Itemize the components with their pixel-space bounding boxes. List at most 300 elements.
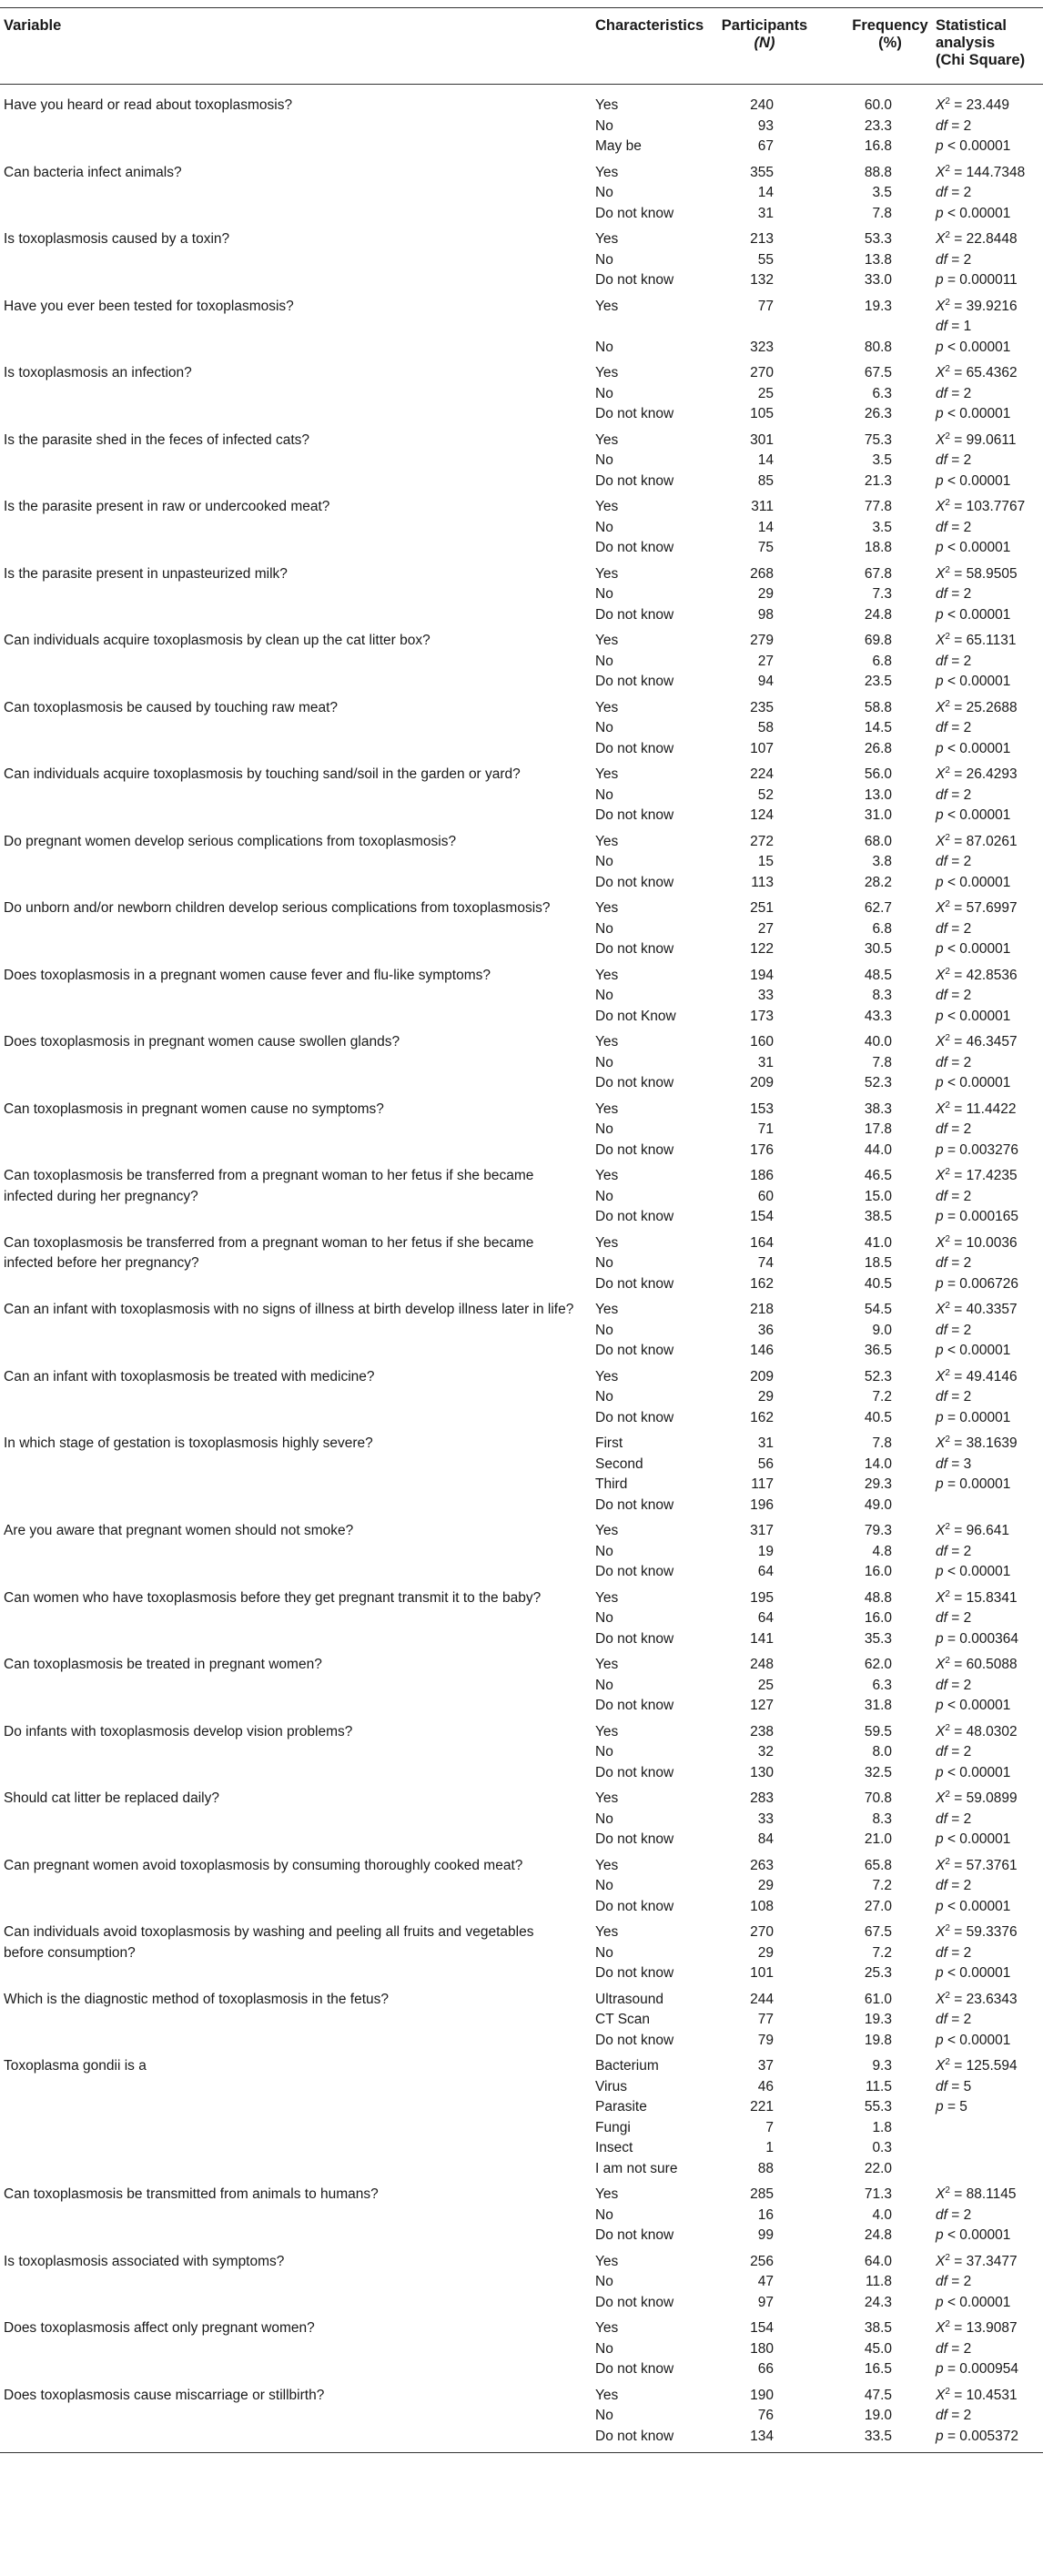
variable-question: Toxoplasma gondii is a [4,2058,147,2074]
participants-cell: 173 [750,1008,774,1024]
characteristic-cell: Fungi [595,2119,631,2135]
participants-cell: 124 [750,807,774,823]
characteristic-cell: Do not know [595,1898,674,1914]
frequency-cell: 70.8 [864,1790,892,1806]
table-row-group [0,497,1043,559]
characteristic-cell: Do not know [595,2361,674,2377]
participants-cell: 301 [750,431,774,448]
chi-square-cell: $X^2 = 22.8448$ df = 2 p = 0.000011 [936,230,1018,288]
df-value: 2 [963,653,972,669]
participants-cell: 66 [757,2361,774,2377]
table-row [0,2031,1043,2052]
df-value: 2 [963,519,972,535]
p-value: < 0.00001 [947,406,1011,421]
characteristic-cell: Do not know [595,1698,674,1713]
characteristic-cell: Yes [595,967,619,983]
chi-value: 87.0261 [966,833,1018,849]
characteristic-cell: I am not sure [595,2160,678,2176]
frequency-cell: 29.3 [864,1476,892,1492]
frequency-cell: 52.3 [864,1075,892,1090]
table-row-group [0,1521,1043,1583]
participants-cell: 46 [757,2078,774,2094]
table-row [0,786,1043,806]
participants-cell: 93 [757,117,774,134]
frequency-cell: 11.5 [865,2078,892,2094]
p-value: < 0.00001 [947,1831,1011,1847]
characteristic-cell: No [595,1054,613,1070]
characteristic-cell: Yes [595,1034,619,1050]
variable-question: Can individuals acquire toxoplasmosis by touching sand/soil in the garden or yard? [4,766,521,782]
chi-value: 99.0611 [966,431,1017,448]
df-value: 2 [963,2206,972,2223]
variable-question: Do pregnant women develop serious complications from toxoplasmosis? [4,833,457,849]
table-row [0,1367,1043,1388]
p-value: < 0.00001 [947,472,1011,489]
chi-square-cell: $X^2 = 49.4146$ df = 2 p = 0.00001 [936,1367,1018,1425]
variable-question: Can toxoplasmosis be treated in pregnant women? [4,1657,322,1672]
participants-cell: 77 [757,2012,774,2027]
participants-cell: 132 [750,272,774,288]
p-value: < 0.00001 [947,807,1011,823]
chi-value: 125.594 [966,2058,1018,2074]
variable-question: Does toxoplasmosis in pregnant women cause swollen glands? [4,1034,400,1050]
df-value: 2 [963,786,972,803]
frequency-cell: 6.8 [872,920,892,937]
participants-cell: 209 [750,1075,774,1090]
characteristic-cell: Do not know [595,472,674,489]
variable-question: Is toxoplasmosis an infection? [4,365,192,380]
df-value: 2 [963,185,972,200]
characteristic-cell: Do not know [595,1564,674,1579]
participants-cell: 60 [757,1188,774,1204]
p-value: < 0.00001 [947,606,1011,623]
variable-question: Can an infant with toxoplasmosis with no signs of illness at birth develop illness later in life? [4,1302,574,1317]
chi-value: 58.9505 [966,565,1018,582]
characteristic-cell: Do not know [595,540,674,555]
frequency-cell: 16.5 [864,2361,892,2377]
characteristic-cell: Yes [595,97,619,113]
chi-square-cell: $X^2 = 48.0302$ df = 2 p < 0.00001 [936,1722,1018,1780]
p-value: < 0.00001 [947,1343,1011,1358]
characteristic-cell: No [595,1944,613,1961]
frequency-cell: 24.8 [864,606,892,623]
characteristic-cell: Yes [595,298,619,314]
frequency-cell: 31.0 [864,807,892,823]
frequency-cell: 7.8 [872,205,892,221]
variable-question: Can an infant with toxoplasmosis be treated with medicine? [4,1368,375,1384]
frequency-cell: 40.0 [864,1034,892,1050]
participants-cell: 164 [750,1234,774,1251]
p-value: < 0.00001 [947,2294,1011,2310]
chi-square-cell: $X^2 = 39.9216$ df = 1 p < 0.00001 [936,297,1018,355]
characteristic-cell: Virus [595,2078,628,2094]
table-row [0,718,1043,739]
table-row [0,631,1043,652]
p-value: = 0.000364 [947,1630,1018,1647]
chi-square-cell: $X^2 = 65.4362$ df = 2 p < 0.00001 [936,364,1018,421]
participants-cell: 31 [757,1435,774,1451]
characteristic-cell: CT Scan [595,2012,651,2027]
participants-cell: 29 [757,586,774,602]
frequency-cell: 26.8 [864,740,892,756]
frequency-cell: 1.8 [872,2119,892,2135]
df-value: 2 [963,854,972,869]
table-row [0,1856,1043,1877]
chi-square-cell: $X^2 = 17.4235$ df = 2 p = 0.000165 [936,1167,1018,1224]
table-row [0,765,1043,786]
frequency-cell: 67.5 [864,1924,892,1940]
p-value: = 0.005372 [947,2428,1018,2444]
variable-question: Can toxoplasmosis be transferred from a pregnant woman to her fetus if she became infected during her pregnancy? [4,1168,534,1204]
participants-cell: 15 [757,854,774,869]
table-row-group [0,765,1043,827]
table-row [0,1321,1043,1342]
frequency-cell: 3.8 [872,854,892,869]
table-row-group [0,832,1043,894]
frequency-cell: 64.0 [864,2253,892,2269]
df-value: 2 [963,586,972,602]
variable-question: Can individuals acquire toxoplasmosis by clean up the cat litter box? [4,633,430,648]
frequency-cell: 4.8 [872,1543,892,1559]
frequency-cell: 61.0 [864,1991,892,2007]
variable-question: Do infants with toxoplasmosis develop vision problems? [4,1723,353,1739]
table-row [0,451,1043,472]
p-value: = 0.003276 [947,1141,1018,1158]
table-row [0,1496,1043,1516]
chi-square-cell: $X^2 = 23.449$ df = 2 p < 0.00001 [936,96,1011,154]
table-row [0,363,1043,384]
chi-square-cell: $X^2 = 10.0036$ df = 2 p = 0.006726 [936,1233,1018,1292]
chi-value: 23.6343 [966,1991,1018,2007]
frequency-cell: 68.0 [864,833,892,849]
variable-question: Can bacteria infect animals? [4,164,182,180]
participants-cell: 37 [757,2058,774,2074]
characteristic-cell: No [595,452,613,468]
table-row-group [0,431,1043,492]
table-row [0,1763,1043,1784]
table-row [0,1676,1043,1697]
df-value: 2 [963,1610,972,1626]
participants-cell: 176 [750,1141,774,1158]
table-row [0,1876,1043,1897]
variable-question: Do unborn and/or newborn children develop serious complications from toxoplasmosis? [4,900,551,916]
characteristic-cell: Yes [595,1302,619,1317]
participants-cell: 85 [757,472,774,489]
variable-question: Which is the diagnostic method of toxoplasmosis in the fetus? [4,1991,390,2007]
p-value: < 0.00001 [947,1698,1011,1713]
frequency-cell: 67.5 [864,365,892,380]
characteristic-cell: Yes [595,1924,619,1940]
chi-value: 65.4362 [966,365,1018,380]
table-row-group [0,96,1043,157]
chi-square-cell: $X^2 = 10.4531$ df = 2 p = 0.005372 [936,2386,1018,2444]
frequency-cell: 41.0 [864,1234,892,1251]
chi-value: 48.0302 [966,1723,1018,1739]
df-value: 2 [963,1389,972,1405]
frequency-cell: 16.0 [864,1610,892,1626]
chi-square-cell: $X^2 = 26.4293$ df = 2 p < 0.00001 [936,766,1018,823]
frequency-cell: 36.5 [864,1343,892,1358]
chi-square-cell: $X^2 = 58.9505$ df = 2 p < 0.00001 [936,564,1018,623]
table-row-group [0,1367,1043,1429]
table-row [0,739,1043,760]
df-value: 2 [963,1121,972,1137]
frequency-cell: 77.8 [864,499,892,514]
table-row [0,1233,1043,1254]
participants-cell: 14 [757,519,774,535]
variable-question: Have you ever been tested for toxoplasmosis? [4,298,294,314]
chi-square-cell: $X^2 = 59.3376$ df = 2 p < 0.00001 [936,1923,1018,1981]
participants-cell: 55 [757,251,774,268]
table-row-group [0,1990,1043,2052]
characteristic-cell: Yes [595,1790,619,1806]
characteristic-cell: Yes [595,565,619,582]
participants-cell: 283 [750,1790,774,1806]
df-value: 2 [963,1054,972,1070]
characteristic-cell: Do not know [595,205,674,221]
frequency-cell: 8.0 [872,1744,892,1760]
df-value: 2 [963,385,972,401]
characteristic-cell: Do not know [595,941,674,957]
frequency-cell: 38.5 [864,1209,892,1224]
table-row [0,584,1043,605]
frequency-cell: 40.5 [864,1275,892,1292]
table-row [0,2406,1043,2427]
participants-cell: 94 [757,674,774,689]
chi-value: 57.6997 [966,900,1018,916]
table-row-group [0,1434,1043,1516]
table-row [0,1830,1043,1851]
chi-square-cell: $X^2 = 99.0611$ df = 2 p < 0.00001 [936,431,1017,489]
participants-cell: 29 [757,1389,774,1405]
frequency-cell: 3.5 [872,519,892,535]
frequency-cell: 7.8 [872,1054,892,1070]
variable-question: In which stage of gestation is toxoplasmosis highly severe? [4,1435,373,1451]
chi-square-cell: $X^2 = 38.1639$ df = 3 p = 0.00001 [936,1435,1018,1492]
characteristic-cell: Yes [595,164,619,180]
chi-value: 39.9216 [966,298,1018,314]
chi-value: 103.7767 [966,499,1026,514]
df-value: 2 [963,1543,972,1559]
participants-cell: 263 [750,1857,774,1873]
participants-cell: 108 [750,1898,774,1914]
chi-square-cell: $X^2 = 46.3457$ df = 2 p < 0.00001 [936,1033,1018,1090]
characteristic-cell: No [595,1878,613,1893]
table-row-group [0,2056,1043,2179]
participants-cell: 244 [750,1991,774,2007]
table-row [0,1053,1043,1074]
participants-cell: 238 [750,1723,774,1739]
participants-cell: 180 [750,2340,774,2357]
characteristic-cell: No [595,2340,613,2357]
frequency-cell: 47.5 [864,2387,892,2403]
chi-square-cell: $X^2 = 60.5088$ df = 2 p < 0.00001 [936,1656,1018,1713]
characteristic-cell: No [595,339,613,355]
participants-cell: 146 [750,1343,774,1358]
df-value: 2 [963,117,972,134]
chi-value: 13.9087 [966,2320,1018,2336]
participants-cell: 32 [757,1744,774,1760]
participants-cell: 76 [757,2408,774,2423]
frequency-cell: 3.5 [872,452,892,468]
table-row [0,1141,1043,1161]
chi-square-cell: $X^2 = 96.641$ df = 2 p < 0.00001 [936,1522,1011,1579]
variable-question: Can toxoplasmosis in pregnant women cause no symptoms? [4,1100,384,1117]
table-row [0,1990,1043,2011]
participants-cell: 221 [750,2099,774,2115]
table-row [0,2386,1043,2407]
frequency-cell: 7.2 [872,1944,892,1961]
chi-value: 96.641 [966,1523,1009,1538]
chi-square-cell: $X^2 = 13.9087$ df = 2 p = 0.000954 [936,2319,1018,2377]
characteristic-cell: No [595,1188,613,1204]
table-row [0,1207,1043,1228]
df-value: 2 [963,452,972,468]
df-value: 2 [963,1322,972,1338]
table-row [0,939,1043,960]
frequency-cell: 75.3 [864,431,892,448]
participants-cell: 64 [757,1564,774,1579]
variable-question: Can individuals avoid toxoplasmosis by washing and peeling all fruits and vegetables before consumption? [4,1924,534,1961]
table-row [0,1608,1043,1629]
chi-square-cell: $X^2 = 15.8341$ df = 2 p = 0.000364 [936,1588,1018,1647]
table-row [0,986,1043,1007]
p-value: < 0.00001 [947,674,1011,689]
participants-cell: 71 [757,1121,774,1137]
table-row [0,338,1043,359]
frequency-cell: 31.8 [864,1698,892,1713]
table-row [0,472,1043,492]
participants-cell: 270 [750,365,774,380]
characteristic-cell: Yes [595,2387,619,2403]
characteristic-cell: Yes [595,1589,619,1606]
frequency-cell: 79.3 [864,1523,892,1538]
chi-value: 26.4293 [966,766,1018,782]
p-value: < 0.00001 [947,339,1011,355]
frequency-cell: 26.3 [864,406,892,421]
chi-value: 59.0899 [966,1790,1018,1806]
table-row [0,163,1043,184]
participants-cell: 162 [750,1275,774,1292]
participants-cell: 141 [750,1630,774,1647]
participants-cell: 31 [757,205,774,221]
participants-cell: 251 [750,900,774,916]
characteristic-cell: No [595,1610,613,1626]
chi-value: 65.1131 [966,633,1017,648]
characteristic-cell: No [595,586,613,602]
frequency-cell: 0.3 [872,2140,892,2155]
table-row [0,1655,1043,1676]
table-row [0,2206,1043,2226]
characteristic-cell: No [595,2206,613,2223]
frequency-cell: 32.5 [864,1764,892,1780]
table-row-group [0,163,1043,225]
table-row [0,672,1043,693]
participants-cell: 75 [757,540,774,555]
table-row [0,96,1043,117]
table-row-group [0,2252,1043,2314]
df-value: 2 [963,1944,972,1961]
chi-value: 144.7348 [966,164,1026,180]
characteristic-cell: Yes [595,231,619,247]
participants-cell: 52 [757,786,774,803]
variable-question: Is toxoplasmosis caused by a toxin? [4,231,230,247]
participants-cell: 160 [750,1034,774,1050]
frequency-cell: 24.3 [864,2294,892,2310]
chi-value: 57.3761 [966,1857,1018,1873]
table-row [0,250,1043,271]
table-row-group [0,1922,1043,1984]
variable-question: Are you aware that pregnant women should not smoke? [4,1523,354,1538]
chi-square-cell: $X^2 = 37.3477$ df = 2 p < 0.00001 [936,2252,1018,2310]
p-value: = 0.000954 [947,2361,1018,2377]
table-row [0,1274,1043,1295]
frequency-cell: 67.8 [864,565,892,582]
p-value: < 0.00001 [947,138,1011,154]
characteristic-cell: No [595,117,613,134]
participants-cell: 122 [750,941,774,957]
characteristic-cell: No [595,1255,613,1271]
p-value: < 0.00001 [947,1075,1011,1090]
variable-question: Can toxoplasmosis be transferred from a pregnant woman to her fetus if she became infected before her pregnancy? [4,1234,534,1271]
table-row [0,518,1043,539]
chi-square-cell: $X^2 = 57.3761$ df = 2 p < 0.00001 [936,1856,1018,1914]
characteristic-cell: No [595,1121,613,1137]
df-value: 2 [963,1744,972,1760]
characteristic-cell: Second [595,1455,643,1472]
chi-square-cell: $X^2 = 11.4422$ df = 2 p = 0.003276 [936,1100,1018,1158]
table-row [0,1007,1043,1028]
participants-cell: 101 [750,1965,774,1981]
table-row [0,229,1043,250]
characteristic-cell: Insect [595,2140,633,2155]
table-row-group [0,2185,1043,2246]
table-row-group [0,1032,1043,1094]
participants-cell: 190 [750,2387,774,2403]
characteristic-cell: May be [595,138,642,154]
table-row [0,497,1043,518]
participants-cell: 311 [751,499,774,514]
participants-cell: 27 [757,653,774,669]
chi-value: 59.3376 [966,1924,1018,1940]
frequency-cell: 7.2 [872,1878,892,1893]
frequency-cell: 8.3 [872,1810,892,1827]
frequency-cell: 65.8 [864,1857,892,1873]
p-value: = 0.000011 [947,272,1018,288]
participants-cell: 58 [757,720,774,735]
p-value: = 0.00001 [947,1409,1011,1425]
table-row [0,297,1043,318]
frequency-cell: 7.2 [872,1389,892,1405]
frequency-cell: 48.8 [864,1589,892,1606]
table-row [0,698,1043,719]
df-value: 2 [963,1878,972,1893]
participants-cell: 213 [750,231,774,247]
df-value: 2 [963,1255,972,1271]
frequency-cell: 80.8 [864,339,892,355]
table-row [0,1789,1043,1810]
df-value: 2 [963,1677,972,1693]
characteristic-cell: Yes [595,2186,619,2202]
frequency-cell: 3.5 [872,185,892,200]
table-row-group [0,631,1043,693]
table-row [0,2159,1043,2180]
table-row [0,1300,1043,1321]
participants-cell: 134 [750,2428,774,2444]
table-row [0,404,1043,425]
characteristic-cell: Ultrasound [595,1991,663,2007]
table-row [0,2359,1043,2380]
